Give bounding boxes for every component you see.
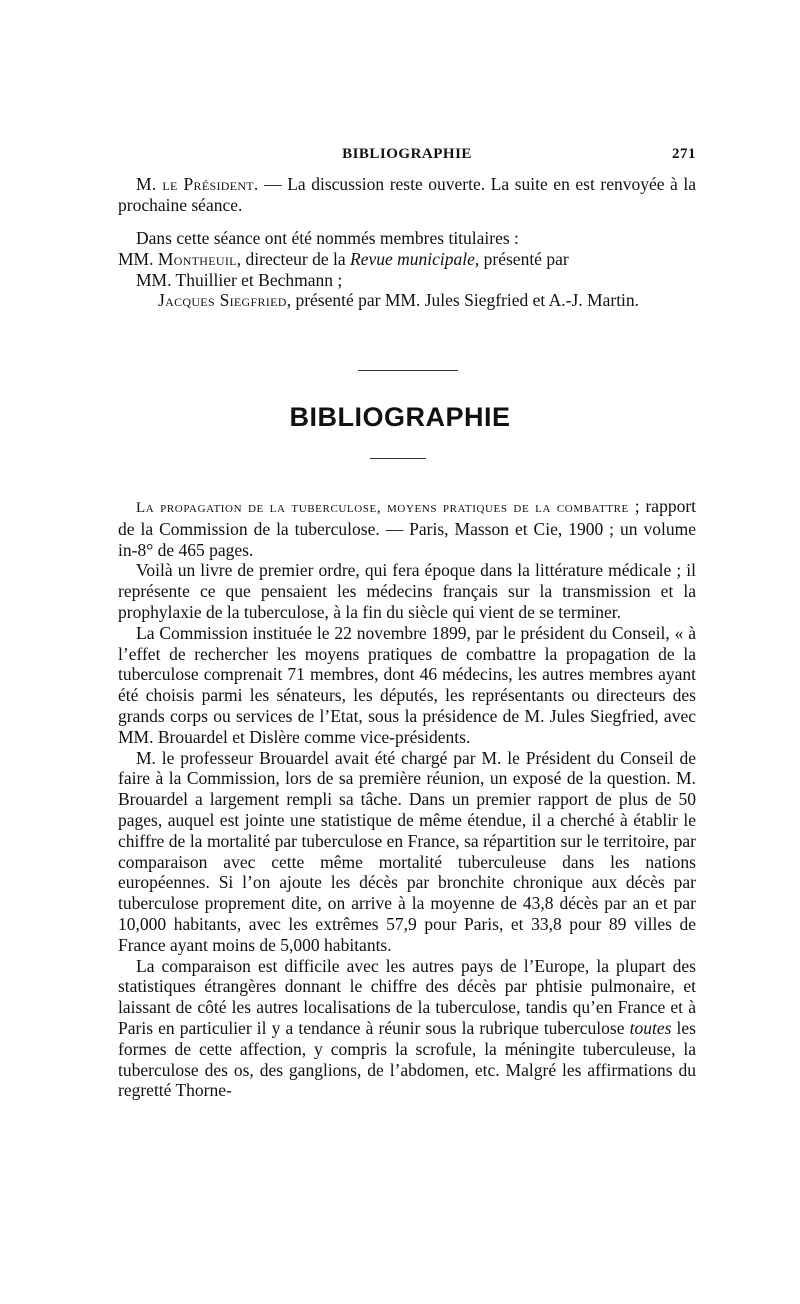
section-divider-bottom: [370, 458, 426, 459]
president-text: — La discussion reste ouverte. La suite en est renvoyée à la prochaine séance.: [118, 174, 696, 215]
page-number: 271: [672, 146, 696, 162]
review-paragraph-4: La comparaison est difficile avec les autres pays de l’Europe, la plupart des statistiques étrangères donnant le chiffre des décès par phtisie pulmonaire, et laissant de côté les autres localisations de la tuberculose, tandis qu’en France et à Paris en particulier il y a tendance à réunir sous la rubrique tuberculose toutes les formes de cette affection, y compris la scrofule, la méningite tuberculeuse, la tuberculose des os, des ganglions, de l’abdomen, etc. Malgré les affirmations du regretté Thorne-: [118, 955, 696, 1101]
journal-title: Revue municipale: [350, 248, 475, 269]
nominee2-name: Jacques Siegfried: [158, 290, 287, 311]
emphasis: toutes: [629, 1017, 672, 1038]
president-label: M. le Président.: [136, 174, 259, 194]
section-divider-top: [358, 370, 458, 371]
president-statement: [118, 174, 696, 216]
nominee-montheuil: MM. Montheuil, directeur de la Revue municipale, présenté par: [118, 248, 569, 269]
running-title: BIBLIOGRAPHIE: [342, 146, 472, 162]
nominee1-presenters: MM. Thuillier et Bechmann ;: [136, 269, 343, 290]
book-title: La propagation de la tuberculose, moyens pratiques de la combattre: [136, 500, 629, 516]
minutes-closing: [118, 174, 696, 216]
review-paragraph-2: La Commission instituée le 22 novembre 1899, par le président du Conseil, « à l’effet de rechercher les moyens pratiques de combattre la propagation de la tuberculose comprenait 71 membres, dont 46 médecins, les autres membres ayant été choisis parmi les sénateurs, les députés, les représentants ou directeurs des grands corps ou services de l’Etat, sous la présidence de M. Jules Siegfried, avec MM. Brouardel et Dislère comme vice-présidents.: [118, 622, 696, 747]
review-paragraph-1: Voilà un livre de premier ordre, qui fera époque dans la littérature médicale ; il représente ce que pensaient les médecins français sur la transmission et la prophylaxie de la tuberculose, à la fin du siècle qui vient de se terminer.: [118, 560, 696, 622]
section-heading: BIBLIOGRAPHIE: [289, 402, 511, 432]
nominations: [118, 228, 696, 311]
nominee-siegfried: Jacques Siegfried, présenté par MM. Jules Siegfried et A.-J. Martin.: [158, 290, 640, 311]
book-details: ; rapport de la Commission de la tuberculose. — Paris, Masson et Cie, 1900 ; un volume in-8° de 465 pages.: [118, 496, 697, 560]
nominations-intro: Dans cette séance ont été nommés membres titulaires :: [136, 228, 519, 248]
book-review: [118, 496, 696, 1101]
book-citation: [118, 496, 696, 560]
review-paragraph-3: M. le professeur Brouardel avait été chargé par M. le Président du Conseil de faire à la Commission, lors de sa première réunion, un exposé de la question. M. Brouardel a largement rempli sa tâche. Dans un premier rapport de plus de 50 pages, auquel est jointe une statistique de même étendue, il a cherché à établir le chiffre de la mortalité par tuberculose en France, sa répartition sur le territoire, par comparaison avec cette même mortalité tuberculeuse dans les nations européennes. Si l’on ajoute les décès par bronchite chronique aux décès par tuberculose proprement dite, on arrive à la moyenne de 43,8 décès par an et par 10,000 habitants, avec les extrêmes 57,9 pour Paris, et 33,8 pour 89 villes de France ayant moins de 5,000 habitants.: [118, 747, 696, 955]
nominee1-name: Montheuil: [157, 248, 237, 269]
